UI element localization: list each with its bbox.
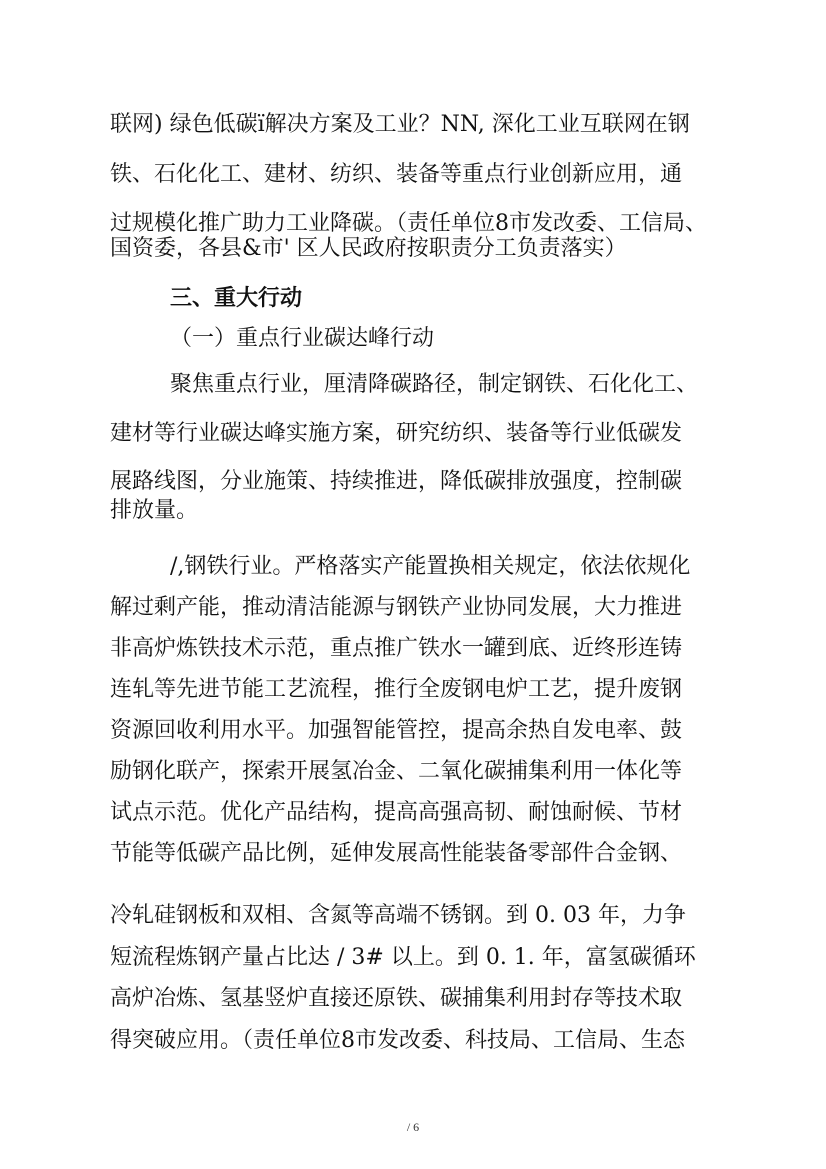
text-line: 聚焦重点行业，厘清降碳路径，制定钢铁、石化化工、: [170, 372, 699, 397]
text-line: 连轧等先进节能工艺流程，推行全废钢电炉工艺，提升废钢: [110, 677, 683, 702]
text-line: 铁、石化化工、建材、纺织、装备等重点行业创新应用，通: [110, 162, 683, 187]
text-line: /,钢铁行业。严格落实产能置换相关规定，依法依规化: [170, 554, 691, 579]
text-line: 试点示范。优化产品结构，提高高强高韧、耐蚀耐候、节材: [110, 800, 683, 825]
text-line: 非高炉炼铁技术示范，重点推广铁水一罐到底、近终形连铸: [110, 636, 683, 661]
subsection-heading: （一）重点行业碳达峰行动: [170, 326, 435, 351]
text-line: 高炉冶炼、氢基竖炉直接还原铁、碳捕集利用封存等技术取: [110, 986, 683, 1011]
section-heading: 三、重大行动: [170, 286, 303, 311]
text-line: 国资委，各县&市' 区人民政府按职责分工负责落实）: [110, 236, 627, 261]
text-line: 过规模化推广助力工业降碳。（责任单位8市发改委、工信局、: [110, 211, 707, 236]
text-line: 建材等行业碳达峰实施方案，研究纺织、装备等行业低碳发: [110, 421, 683, 446]
text-line: 展路线图，分业施策、持续推进，降低碳排放强度，控制碳: [110, 469, 683, 494]
text-line: 排放量。: [110, 498, 199, 523]
text-line: 得突破应用。（责任单位8市发改委、科技局、工信局、生态: [110, 1028, 685, 1053]
text-line: 短流程炼钢产量占比达 / 3# 以上。到 0. 1. 年，富氢碳循环: [110, 945, 696, 970]
text-line: 资源回收利用水平。加强智能管控，提高余热自发电率、鼓: [110, 718, 683, 743]
text-line: 励钢化联产，探索开展氢冶金、二氧化碳捕集利用一体化等: [110, 759, 683, 784]
text-line: 解过剩产能，推动清洁能源与钢铁产业协同发展，大力推进: [110, 595, 683, 620]
page-number: / 6: [406, 1120, 420, 1134]
text-line: 节能等低碳产品比例，延伸发展高性能装备零部件合金钢、: [110, 841, 683, 866]
text-line: 联网) 绿色低碳ï解决方案及工业？NN, 深化工业互联网在钢: [110, 112, 690, 137]
text-line: 冷轧硅钢板和双相、含氮等高端不锈钢。到 0. 03 年，力争: [110, 903, 686, 928]
